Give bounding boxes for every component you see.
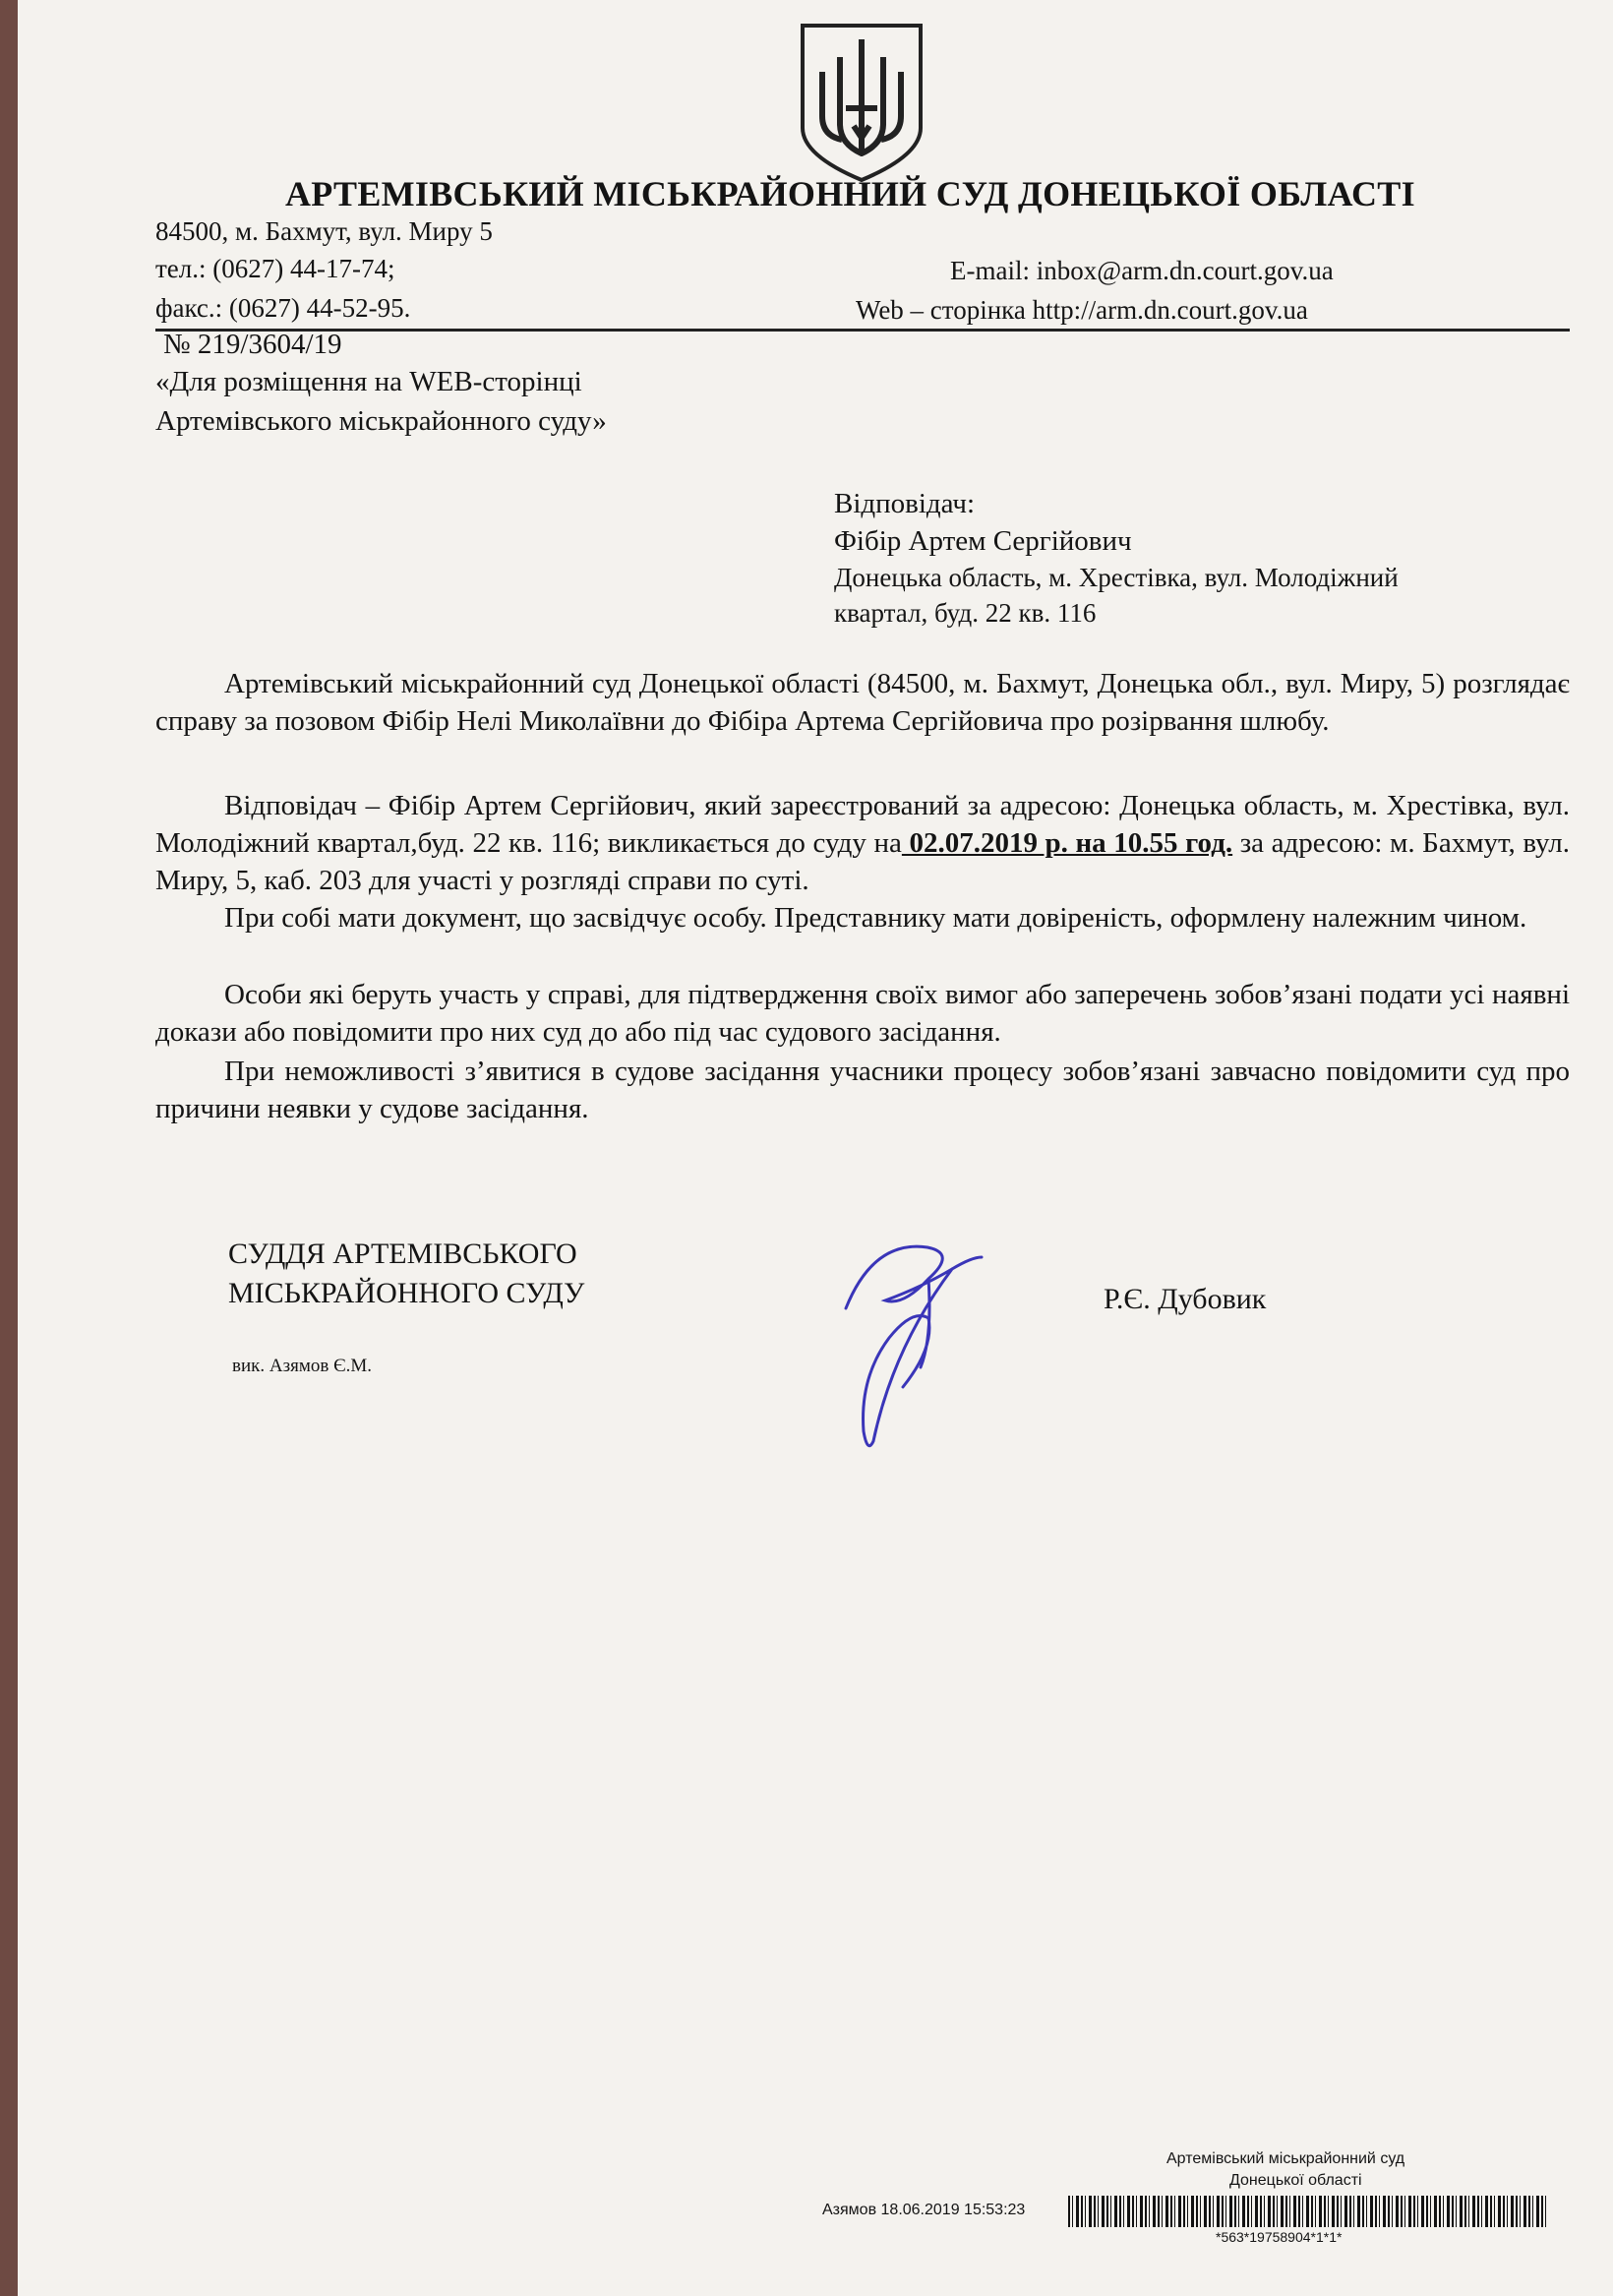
web-note-line2: Артемівського міськрайонного суду»	[155, 405, 607, 437]
judge-title-line2: МІСЬКРАЙОННОГО СУДУ	[228, 1277, 585, 1309]
web-note-line1: «Для розміщення на WEB-сторінці	[155, 366, 582, 397]
court-website: Web – сторінка http://arm.dn.court.gov.ua	[856, 295, 1308, 325]
body-paragraph-summons	[155, 787, 1570, 899]
body-paragraph-case: Артемівський міськрайонний суд Донецької області (84500, м. Бахмут, Донецька обл., вул. Миру, 5) розглядає справу за позовом Фібір Нелі Миколаївни до Фібіра Артема Сергійовича про розірвання шлюбу.	[155, 668, 1570, 737]
court-title: АРТЕМІВСЬКИЙ МІСЬКРАЙОННИЙ СУД ДОНЕЦЬКОЇ ОБЛАСТІ	[285, 174, 1415, 213]
registration-timestamp: Азямов 18.06.2019 15:53:23	[822, 2202, 1026, 2218]
barcode-number: *563*19758904*1*1*	[1216, 2229, 1343, 2245]
ukraine-coat-of-arms-icon	[793, 18, 930, 185]
court-address: 84500, м. Бахмут, вул. Миру 5	[155, 216, 493, 246]
addressee-label: Відповідач:	[834, 488, 976, 519]
addressee-name: Фібір Артем Сергійович	[834, 525, 1132, 557]
document-barcode	[1068, 2196, 1548, 2227]
stamp-court-line1: Артемівський міськрайонний суд	[1166, 2150, 1405, 2167]
summons-text: Відповідач – Фібір Артем Сергійович, який зареєстрований за адресою: Донецька область, м. Хрестівка, вул. Молодіжний квартал,буд. 22 кв. 116; викликається до суду на	[155, 790, 1570, 859]
body-paragraph-evidence: Особи які беруть участь у справі, для підтвердження своїх вимог або заперечень зобов’язані подати усі наявні докази або повідомити про них суд до або під час судового засідання.	[155, 979, 1570, 1048]
executor-note: вик. Азямов Є.М.	[232, 1356, 373, 1376]
judge-name: Р.Є. Дубовик	[1104, 1283, 1267, 1315]
header-divider	[155, 329, 1570, 332]
stamp-court-line2: Донецької області	[1229, 2172, 1362, 2189]
addressee-address-line2: квартал, буд. 22 кв. 116	[834, 598, 1097, 628]
body-paragraph-absence: При неможливості з’явитися в судове засідання учасники процесу зобов’язані завчасно повідомити суд про причини неявки у судове засідання.	[155, 1056, 1570, 1124]
court-phone: тел.: (0627) 44-17-74;	[155, 254, 395, 283]
document-page	[18, 0, 1613, 2296]
court-email: E-mail: inbox@arm.dn.court.gov.ua	[950, 256, 1334, 285]
handwritten-signature	[834, 1230, 1001, 1456]
judge-title-line1: СУДДЯ АРТЕМІВСЬКОГО	[228, 1238, 577, 1270]
addressee-address-line1: Донецька область, м. Хрестівка, вул. Молодіжний	[834, 563, 1399, 592]
case-number: № 219/3604/19	[163, 329, 342, 360]
hearing-date-time: 02.07.2019 р. на 10.55 год.	[901, 827, 1233, 859]
summons-address: за адресою: м. Бахмут, вул. Миру, 5, каб. 203 для участі у розгляді справи по суті.	[155, 827, 1571, 896]
body-paragraph-documents: При собі мати документ, що засвідчує особу. Представнику мати довіреність, оформлену належним чином.	[224, 902, 1527, 934]
court-fax: факс.: (0627) 44-52-95.	[155, 293, 411, 323]
